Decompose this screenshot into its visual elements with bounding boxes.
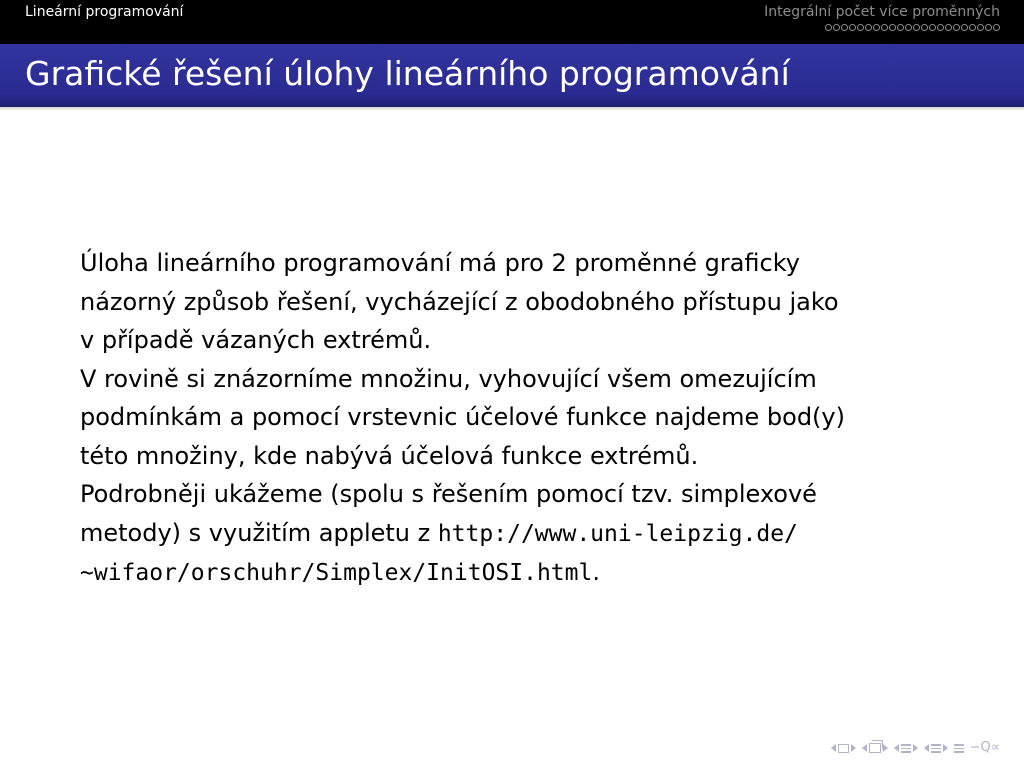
frame-title-bar (0, 44, 1024, 107)
subsection-nav (862, 743, 888, 753)
body-line (80, 514, 940, 554)
slide-title: Grafické řešení úlohy lineárního programování (25, 54, 790, 93)
frame-next-icon[interactable] (851, 744, 856, 752)
subsection-prev-icon[interactable] (862, 744, 867, 752)
title-shadow (0, 107, 1024, 111)
section-icon[interactable] (901, 744, 911, 753)
body-line: této množiny, kde nabývá účelová funkce extrémů. (80, 441, 699, 470)
body-line: Podrobněji ukážeme (spolu s řešením pomocí tzv. simplexové (80, 480, 817, 508)
progress-dot[interactable] (897, 24, 904, 31)
body-line-text: metody) s využitím appletu z (80, 518, 438, 547)
progress-dot[interactable] (993, 24, 1000, 31)
progress-dot[interactable] (905, 24, 912, 31)
document-nav (924, 744, 948, 753)
progress-dot[interactable] (937, 24, 944, 31)
progress-dot[interactable] (889, 24, 896, 31)
presentation-title[interactable]: Integrální počet více proměnných (764, 4, 1000, 20)
subsection-next-icon[interactable] (883, 744, 888, 752)
align-nav (954, 744, 964, 753)
search-icon[interactable]: ∽Q∝ (969, 740, 1000, 755)
frame-prev-icon[interactable] (831, 744, 836, 752)
section-title[interactable]: Lineární programování (25, 4, 184, 20)
frame-icon[interactable] (838, 744, 849, 753)
progress-dot[interactable] (841, 24, 848, 31)
progress-dot[interactable] (849, 24, 856, 31)
beamer-navigation (831, 738, 1000, 758)
subsection-icon[interactable] (869, 743, 881, 753)
progress-dot[interactable] (961, 24, 968, 31)
progress-dot[interactable] (881, 24, 888, 31)
progress-dot[interactable] (945, 24, 952, 31)
body-line: názorný způsob řešení, vycházející z obodobného přístupu jako (80, 287, 839, 316)
section-next-icon[interactable] (913, 744, 918, 752)
headline-bar (0, 0, 1024, 44)
body-line: Úloha lineárního programování má pro 2 proměnné graficky (80, 249, 800, 277)
section-nav (894, 744, 918, 753)
document-icon[interactable] (931, 744, 941, 753)
progress-dots (825, 24, 1000, 31)
body-line: v případě vázaných extrémů. (80, 326, 432, 354)
document-prev-icon[interactable] (924, 744, 929, 752)
align-icon[interactable] (954, 744, 964, 753)
frame-nav (831, 744, 856, 753)
progress-dot[interactable] (825, 24, 832, 31)
progress-dot[interactable] (857, 24, 864, 31)
progress-dot[interactable] (969, 24, 976, 31)
section-prev-icon[interactable] (894, 744, 899, 752)
body-line (80, 553, 940, 593)
progress-dot[interactable] (865, 24, 872, 31)
body-line: V rovině si znázorníme množinu, vyhovující všem omezujícím (80, 364, 817, 393)
progress-dot[interactable] (921, 24, 928, 31)
document-next-icon[interactable] (943, 744, 948, 752)
progress-dot[interactable] (929, 24, 936, 31)
final-period: . (592, 558, 600, 586)
progress-dot[interactable] (833, 24, 840, 31)
progress-dot[interactable] (873, 24, 880, 31)
body-line: podmínkám a pomocí vrstevnic účelové funkce najdeme bod(y) (80, 403, 845, 431)
applet-link-part2[interactable]: ~wifaor/orschuhr/Simplex/InitOSI.html (80, 560, 593, 586)
progress-dot[interactable] (913, 24, 920, 31)
progress-dot[interactable] (977, 24, 984, 31)
progress-dot[interactable] (953, 24, 960, 31)
slide-body (80, 244, 940, 593)
applet-link-part1[interactable]: http://www.uni-leipzig.de/ (437, 520, 798, 547)
progress-dot[interactable] (985, 24, 992, 31)
